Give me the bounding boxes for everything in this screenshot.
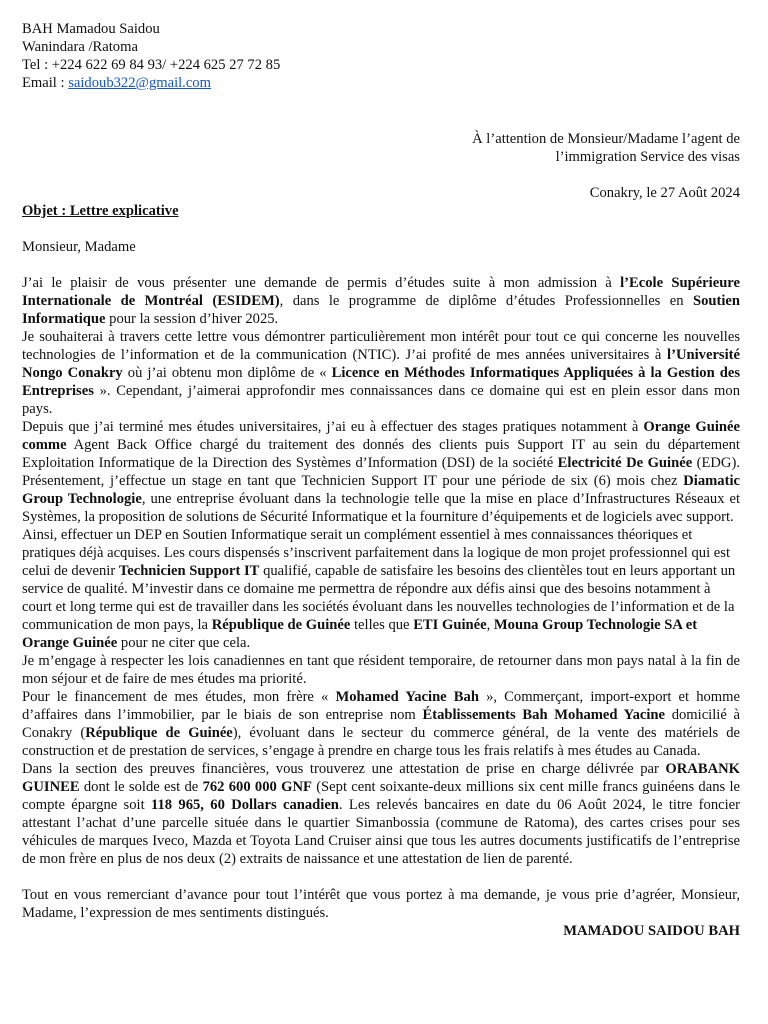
text-run: telles que (350, 617, 414, 633)
text-run: J’ai le plaisir de vous présenter une demande de permis d’études suite à mon admission à (22, 275, 621, 291)
body-paragraph (22, 688, 740, 760)
text-run: domicilié à Conakry ( (22, 707, 740, 741)
recipient-block (22, 130, 740, 166)
salutation: Monsieur, Madame (22, 239, 136, 255)
letter-body (22, 274, 740, 868)
bold-text: Technicien Support IT (118, 563, 260, 579)
bold-text: Soutien Informatique (22, 293, 740, 327)
text-run: (EDG). Présentement, j’effectue un stage en tant que Technicien Support IT pour une période de six (6) mois chez (22, 455, 740, 489)
text-run: . Les relevés bancaires en date du 06 Août 2024, le titre foncier attestant l’achat d’une parcelle située dans le quartier Simanbossia (commune de Ratoma), des cartes crises pour ses véhicules de marques Iveco, Mazda et Toyota Land Cruiser ainsi que tous les autres documents justificatifs de l’entreprise de mon frère en plus de nos deux (2) extraits de naissance et une attestation de lien de parenté. (22, 797, 740, 867)
text-run: Agent Back Office chargé du traitement des donnés des clients puis Support IT au sein du département Exploitation Informatique de la Direction des Systèmes d’Information (DSI) de la société (22, 437, 740, 471)
bold-text: République de Guinée (85, 725, 233, 741)
letter-subject: Objet : Lettre explicative (22, 203, 179, 219)
email-label: Email : (22, 75, 69, 91)
text-run: », Commerçant, import-export et homme d’affaires dans l’immobilier, par le biais de son entreprise nom (22, 689, 740, 723)
bold-text: 118 965, 60 Dollars canadien (150, 797, 339, 813)
text-run: qualifié, capable de satisfaire les besoins des clientèles tout en leurs apportant un service de qualité. M’investir dans ce domaine me permettra de répondre aux défis ainsi que des besoins notamment à court et long terme qui est de travailler dans les sociétés évoluant dans les nouvelles technologies de l’information et de la communication de mon pays, la (22, 563, 736, 633)
sender-block (22, 20, 740, 92)
sender-phone: Tel : +224 622 69 84 93/ +224 625 27 72 85 (22, 57, 281, 73)
email-link[interactable]: saidoub322@gmail.com (68, 75, 211, 91)
text-run: , une entreprise évoluant dans la technologie telle que la mise en place d’Infrastructures Réseaux et Systèmes, la proposition de solutions de Sécurité Informatique et la fourniture d’équipements et de logiciels avec support. (22, 491, 740, 525)
signature: MAMADOU SAIDOU BAH (563, 923, 740, 939)
bold-text: Electricité De Guinée (557, 455, 693, 471)
sender-name: BAH Mamadou Saidou (22, 21, 160, 37)
body-paragraph (22, 274, 740, 328)
bold-text: Mouna Group Technologie SA et Orange Guinée (22, 617, 698, 651)
bold-text: Mohamed Yacine Bah (335, 689, 479, 705)
text-run: (Sept cent soixante-deux millions six cent mille francs guinéens dans le compte épargne soit (22, 779, 740, 813)
body-paragraph (22, 526, 740, 652)
text-run: Depuis que j’ai terminé mes études universitaires, j’ai eu à effectuer des stages pratiques notamment à (22, 419, 644, 435)
text-run: Je m’engage à respecter les lois canadiennes en tant que résident temporaire, de retourner dans mon pays natal à la fin de mon séjour et de faire de mes études ma priorité. (22, 653, 740, 687)
body-paragraph (22, 652, 740, 688)
letter-date: Conakry, le 27 Août 2024 (589, 185, 740, 201)
bold-text: Diamatic Group Technologie (22, 473, 740, 507)
sender-email-line (22, 74, 740, 92)
recipient-line-1: À l’attention de Monsieur/Madame l’agent de (472, 131, 740, 147)
recipient-line-2: l’immigration Service des visas (555, 149, 740, 165)
body-paragraph (22, 328, 740, 418)
body-paragraph (22, 418, 740, 526)
text-run: dont le solde est de (79, 779, 203, 795)
text-run: Pour le financement de mes études, mon frère « (22, 689, 336, 705)
body-paragraph (22, 760, 740, 868)
bold-text: République de Guinée (211, 617, 351, 633)
bold-text: ETI Guinée (413, 617, 487, 633)
bold-text: Licence en Méthodes Informatiques Appliquées à la Gestion des Entreprises (22, 365, 741, 399)
text-run: Dans la section des preuves financières, vous trouverez une attestation de prise en charge délivrée par (22, 761, 666, 777)
bold-text: l’Ecole Supérieure Internationale de Montréal (ESIDEM) (22, 275, 740, 309)
text-run: pour la session d’hiver 2025. (105, 311, 279, 327)
closing-paragraph: Tout en vous remerciant d’avance pour tout l’intérêt que vous portez à ma demande, je vous prie d’agréer, Monsieur, Madame, l’expression de mes sentiments distingués. (22, 887, 740, 921)
text-run: Ainsi, effectuer un DEP en Soutien Informatique serait un complément essentiel à mes connaissances théoriques et pratiques déjà acquises. Les cours dispensés s’inscrivent parfaitement dans la logique de mon projet professionnel qui est celui de devenir (22, 527, 731, 579)
sender-address: Wanindara /Ratoma (22, 39, 138, 55)
text-run: , dans le programme de diplôme d’études Professionnelles en (279, 293, 693, 309)
letter-page (22, 20, 740, 940)
text-run: Je souhaiterai à travers cette lettre vous démontrer particulièrement mon intérêt pour tout ce qui concerne les nouvelles technologies de l’information et de la communication (NTIC). J’ai profité de mes années universitaires à (22, 329, 740, 363)
text-run: , (486, 617, 494, 633)
bold-text: Établissements Bah Mohamed Yacine (422, 707, 665, 723)
bold-text: 762 600 000 GNF (202, 779, 312, 795)
bold-text: l’Université Nongo Conakry (22, 347, 740, 381)
text-run: ». Cependant, j’aimerai approfondir mes connaissances dans ce domaine qui est en plein essor dans mon pays. (22, 383, 740, 417)
text-run: où j’ai obtenu mon diplôme de « (122, 365, 332, 381)
bold-text: Orange Guinée comme (22, 419, 740, 453)
text-run: pour ne citer que cela. (117, 635, 251, 651)
bold-text: ORABANK GUINEE (22, 761, 740, 795)
text-run: ), évoluant dans le secteur du commerce général, de la vente des matériels de construction et de prestation de services, s’engage à prendre en charge tous les frais relatifs à mes études au Canada. (22, 725, 740, 759)
